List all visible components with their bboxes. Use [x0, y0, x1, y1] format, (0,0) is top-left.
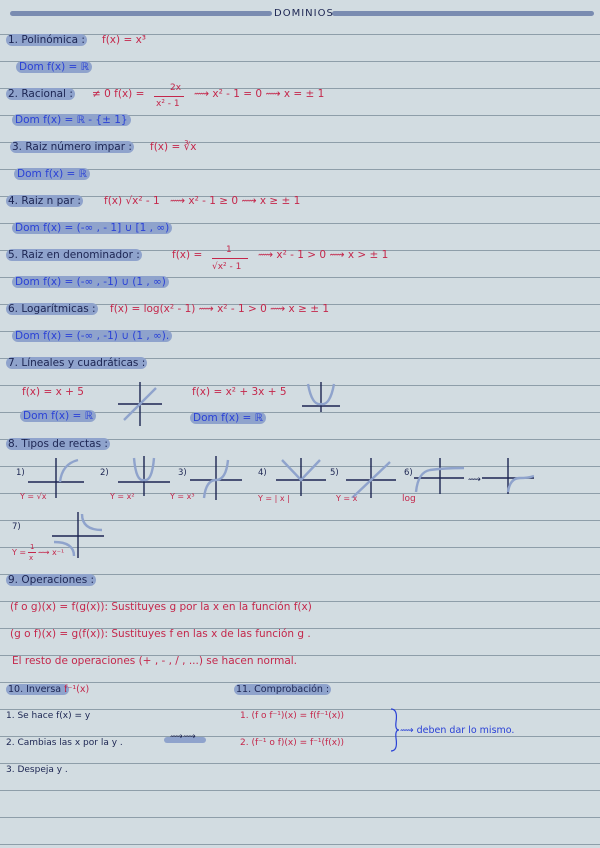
s8-label-text: 8. Tipos de rectas : — [8, 438, 108, 450]
s10-label — [6, 683, 69, 696]
s6-domain — [12, 330, 172, 343]
s9-line2: (g o f)(x) = g(f(x)): Sustituyes f en las x de las función g . — [10, 628, 311, 640]
s6-domain-text: Dom f(x) = (-∞ , -1) ∪ (1 , ∞). — [12, 330, 172, 342]
s10-step3: 3. Despeja y . — [6, 765, 68, 775]
s5-condition: ⟿ x² - 1 > 0 ⟿ x > ± 1 — [258, 249, 389, 261]
s9-line3: El resto de operaciones (+ , - , / , ...) se hacen normal. — [12, 655, 298, 667]
s8-y3: Y = x³ — [170, 492, 195, 501]
s3-domain — [14, 168, 90, 181]
s2-denominator: x² - 1 — [156, 99, 180, 109]
s4-condition: ⟿ x² - 1 ≥ 0 ⟿ x ≥ ± 1 — [170, 195, 301, 207]
s10-formula: f⁻¹(x) — [64, 684, 90, 695]
s8-y1: Y = √x — [20, 492, 47, 501]
s9-label-text: 9. Operaciones : — [8, 574, 95, 586]
s7-dom1 — [20, 410, 96, 423]
s8-graph-3 — [190, 456, 242, 500]
s8-y7-den: x — [29, 554, 34, 562]
s3-formula: f(x) = ∛x — [150, 141, 197, 153]
s1-formula: f(x) = x³ — [102, 34, 146, 46]
s2-domain — [12, 114, 131, 127]
s6-formula: f(x) = log(x² - 1) ⟿ x² - 1 > 0 ⟿ x ≥ ± 1 — [110, 303, 330, 315]
s8-n2: 2) — [100, 468, 109, 478]
s3-domain-text: Dom f(x) = ℝ — [14, 168, 90, 180]
s5-formula: f(x) = — [172, 249, 203, 261]
page-title: DOMINIOS — [274, 8, 334, 19]
s1-domain — [16, 61, 92, 74]
s5-domain-text: Dom f(x) = (-∞ , -1) ∪ (1 , ∞) — [12, 276, 169, 288]
s2-label-text: 2. Racional : — [8, 88, 73, 100]
s11-brace-path — [391, 709, 399, 751]
s5-denominator: √x² - 1 — [212, 262, 242, 272]
s5-label-text: 5. Raiz en denominador : — [8, 249, 140, 261]
s4-formula: f(x) √x² - 1 — [104, 195, 160, 207]
s4-domain — [12, 222, 172, 235]
s8-graph-6 — [414, 458, 464, 494]
s1-domain-text: Dom f(x) = ℝ — [16, 61, 92, 73]
s10-label-text: 10. Inversa : — [8, 684, 68, 695]
s8-y7-num: 1 — [30, 543, 35, 551]
s2-fraction-bar — [154, 96, 184, 97]
s8-n3: 3) — [178, 468, 187, 478]
s8-y6: log — [402, 494, 416, 504]
s7-graph-linear — [118, 382, 162, 426]
s3-label-text: 3. Raiz número impar : — [12, 141, 132, 153]
s5-numerator: 1 — [226, 245, 232, 255]
s5-label — [6, 249, 142, 262]
s8-g7-curve-a — [82, 514, 102, 530]
s7-graph-quadratic — [302, 382, 340, 412]
s8-y2: Y = x² — [110, 492, 135, 501]
s4-label-text: 4. Raiz n par : — [8, 195, 81, 207]
s10-arrow-glyph: ⟿⟿ — [170, 732, 196, 742]
s5-fraction-bar — [212, 258, 248, 259]
s7-dom2 — [190, 412, 266, 425]
s4-domain-text: Dom f(x) = (-∞ , - 1] ∪ [1 , ∞) — [12, 222, 172, 234]
s7-label — [6, 357, 147, 370]
title-bar-right — [332, 11, 594, 16]
s8-label — [6, 438, 110, 451]
title-bar-left — [10, 11, 272, 16]
s7-dom1-text: Dom f(x) = ℝ — [20, 410, 96, 422]
s9-line1: (f o g)(x) = f(g(x)): Sustituyes g por la x en la función f(x) — [10, 601, 312, 613]
s8-y7a: Y = — [12, 548, 27, 557]
s11-check1: 1. (f o f⁻¹)(x) = f(f⁻¹(x)) — [240, 711, 345, 721]
s8-n4: 4) — [258, 468, 267, 478]
s1-label — [6, 34, 87, 47]
s6-label-text: 6. Logarítmicas : — [8, 303, 96, 315]
s9-label — [6, 574, 96, 587]
s11-note: ⟿ deben dar lo mismo. — [400, 725, 515, 736]
s2-label — [6, 88, 75, 101]
s8-g1-curve — [60, 460, 78, 482]
s8-graph-2 — [118, 456, 170, 496]
s8-arrow: ⟿ — [468, 475, 481, 485]
s7-f2: f(x) = x² + 3x + 5 — [192, 386, 287, 398]
s1-label-text: 1. Polinómica : — [8, 34, 85, 46]
s7-dom2-text: Dom f(x) = ℝ — [190, 412, 266, 424]
s2-formula: ≠ 0 f(x) = — [92, 88, 145, 100]
s2-domain-text: Dom f(x) = ℝ - {± 1} — [12, 114, 131, 126]
s8-graph-5 — [346, 458, 396, 498]
s8-y7-bar — [28, 552, 36, 553]
s10-step1: 1. Se hace f(x) = y — [6, 711, 91, 721]
s8-n5: 5) — [330, 468, 339, 478]
s8-n6: 6) — [404, 468, 413, 478]
s8-y5: Y = x — [336, 494, 358, 503]
s8-graph-6b — [482, 458, 534, 494]
s7-label-text: 7. Líneales y cuadráticas : — [8, 357, 146, 369]
s4-label — [6, 195, 83, 208]
s8-n7: 7) — [12, 522, 21, 532]
s11-check2: 2. (f⁻¹ o f)(x) = f⁻¹(f(x)) — [240, 738, 345, 748]
s8-y7b: ⟿ x⁻¹ — [38, 548, 65, 557]
s8-y4: Y = | x | — [258, 494, 290, 503]
s11-label-text: 11. Comprobación : — [236, 684, 330, 695]
s7-f1: f(x) = x + 5 — [22, 386, 84, 398]
s2-condition: ⟿ x² - 1 = 0 ⟿ x = ± 1 — [194, 88, 325, 100]
s11-label — [234, 683, 331, 696]
s3-label — [10, 141, 134, 154]
s11-brace — [390, 708, 400, 752]
s8-graph-4 — [276, 458, 326, 496]
s2-numerator: 2x — [170, 83, 182, 93]
s10-step2: 2. Cambias las x por la y . — [6, 738, 123, 748]
s5-domain — [12, 276, 169, 289]
s8-n1: 1) — [16, 468, 25, 478]
s6-label — [6, 303, 98, 316]
